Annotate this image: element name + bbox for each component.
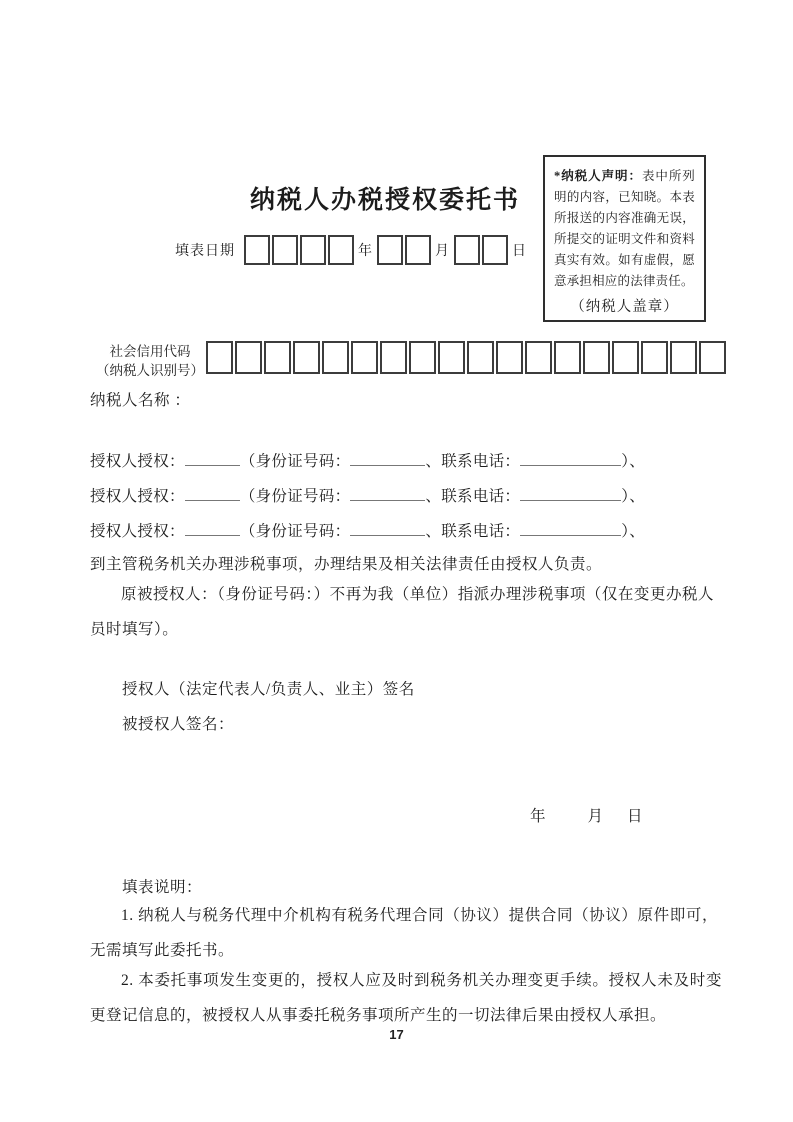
authorized-signature-label: 被授权人签名： — [122, 716, 235, 733]
phone-label: 、联系电话： — [425, 488, 521, 505]
phone-blank — [520, 522, 621, 536]
id-number-blank — [350, 522, 425, 536]
fill-in-box — [322, 341, 349, 374]
fill-in-box — [699, 341, 726, 374]
instructions-heading: 填表说明： — [122, 879, 203, 896]
credit-code-label-line1: 社会信用代码 — [109, 344, 191, 359]
fill-in-box — [482, 235, 508, 265]
day-label: 日 — [512, 244, 527, 259]
authorizer-signature-label: 授权人（法定代表人/负责人、业主）签名 — [122, 681, 415, 698]
fill-in-box — [380, 341, 407, 374]
phone-label: 、联系电话： — [425, 523, 521, 540]
authorization-row — [90, 514, 645, 549]
fill-in-box — [467, 341, 494, 374]
fill-date-label: 填表日期 — [175, 244, 235, 259]
declaration-text — [554, 166, 695, 292]
id-number-label: （身份证号码： — [239, 523, 351, 540]
phone-blank — [520, 452, 621, 466]
authorization-rows — [90, 444, 645, 549]
declaration-body: 表中所列明的内容，已知晓。本表所报送的内容准确无误，所提交的证明文件和资料真实有效。如有虚假，愿意承担相应的法律责任。 — [554, 169, 695, 288]
authorizer-label: 授权人授权： — [90, 523, 185, 540]
fill-in-box — [235, 341, 262, 374]
id-number-blank — [350, 487, 425, 501]
fill-in-box — [328, 235, 354, 265]
signature-year-label: 年 — [530, 808, 546, 825]
authorizer-label: 授权人授权： — [90, 453, 185, 470]
fill-in-box — [670, 341, 697, 374]
fill-in-box — [405, 235, 431, 265]
day-boxes — [454, 235, 508, 265]
instruction-item-2: 2. 本委托事项发生变更的，授权人应及时到税务机关办理变更手续。授权人未及时变更登记信息的，被授权人从事委托税务事项所产生的一切法律后果由授权人承担。 — [90, 972, 722, 1024]
phone-label: 、联系电话： — [425, 453, 521, 470]
fill-in-box — [612, 341, 639, 374]
id-number-label: （身份证号码： — [239, 453, 351, 470]
fill-in-box — [438, 341, 465, 374]
row-suffix: ）、 — [621, 488, 646, 505]
credit-code-boxes — [206, 341, 728, 374]
fill-in-box — [244, 235, 270, 265]
credit-code-label — [92, 342, 208, 380]
previous-agent-note: 原被授权人：（身份证号码：）不再为我（单位）指派办理涉税事项（仅在变更办税人员时填写）。 — [90, 586, 714, 638]
authorization-row — [90, 444, 645, 479]
fill-in-box — [641, 341, 668, 374]
fill-in-box — [496, 341, 523, 374]
fill-in-box — [300, 235, 326, 265]
phone-blank — [520, 487, 621, 501]
id-number-label: （身份证号码： — [239, 488, 351, 505]
fill-in-box — [351, 341, 378, 374]
declaration-heading: *纳税人声明： — [554, 169, 642, 183]
result-responsibility-line: 到主管税务机关办理涉税事项，办理结果及相关法律责任由授权人负责。 — [90, 556, 603, 573]
fill-in-box — [377, 235, 403, 265]
authorizer-label: 授权人授权： — [90, 488, 185, 505]
taxpayer-stamp-note: （纳税人盖章） — [570, 299, 679, 315]
row-suffix: ）、 — [621, 453, 646, 470]
taxpayer-name-label: 纳税人名称 ： — [90, 392, 191, 409]
instruction-item-1: 1. 纳税人与税务代理中介机构有税务代理合同（协议）提供合同（协议）原件即可，无需填写此委托书。 — [90, 907, 718, 959]
month-label: 月 — [435, 244, 450, 259]
year-label: 年 — [358, 244, 373, 259]
authorization-row — [90, 479, 645, 514]
page-title: 纳税人办税授权委托书 — [249, 187, 520, 214]
page-number: 17 — [389, 1027, 404, 1042]
credit-code-label-line2: （纳税人识别号） — [96, 363, 204, 378]
year-boxes — [244, 235, 354, 265]
fill-in-box — [454, 235, 480, 265]
fill-in-box — [409, 341, 436, 374]
authorizer-name-blank — [185, 487, 240, 501]
taxpayer-declaration-box — [543, 155, 706, 322]
signature-date-line — [530, 804, 643, 826]
row-suffix: ）、 — [621, 523, 646, 540]
fill-in-box — [206, 341, 233, 374]
fill-in-box — [272, 235, 298, 265]
fill-in-box — [583, 341, 610, 374]
fill-in-box — [293, 341, 320, 374]
fill-date-row — [171, 233, 531, 267]
fill-in-box — [525, 341, 552, 374]
signature-day-label: 日 — [627, 808, 643, 825]
fill-in-box — [264, 341, 291, 374]
id-number-blank — [350, 452, 425, 466]
authorizer-name-blank — [185, 452, 240, 466]
authorizer-name-blank — [185, 522, 240, 536]
signature-month-label: 月 — [587, 808, 604, 825]
month-boxes — [377, 235, 431, 265]
fill-in-box — [554, 341, 581, 374]
